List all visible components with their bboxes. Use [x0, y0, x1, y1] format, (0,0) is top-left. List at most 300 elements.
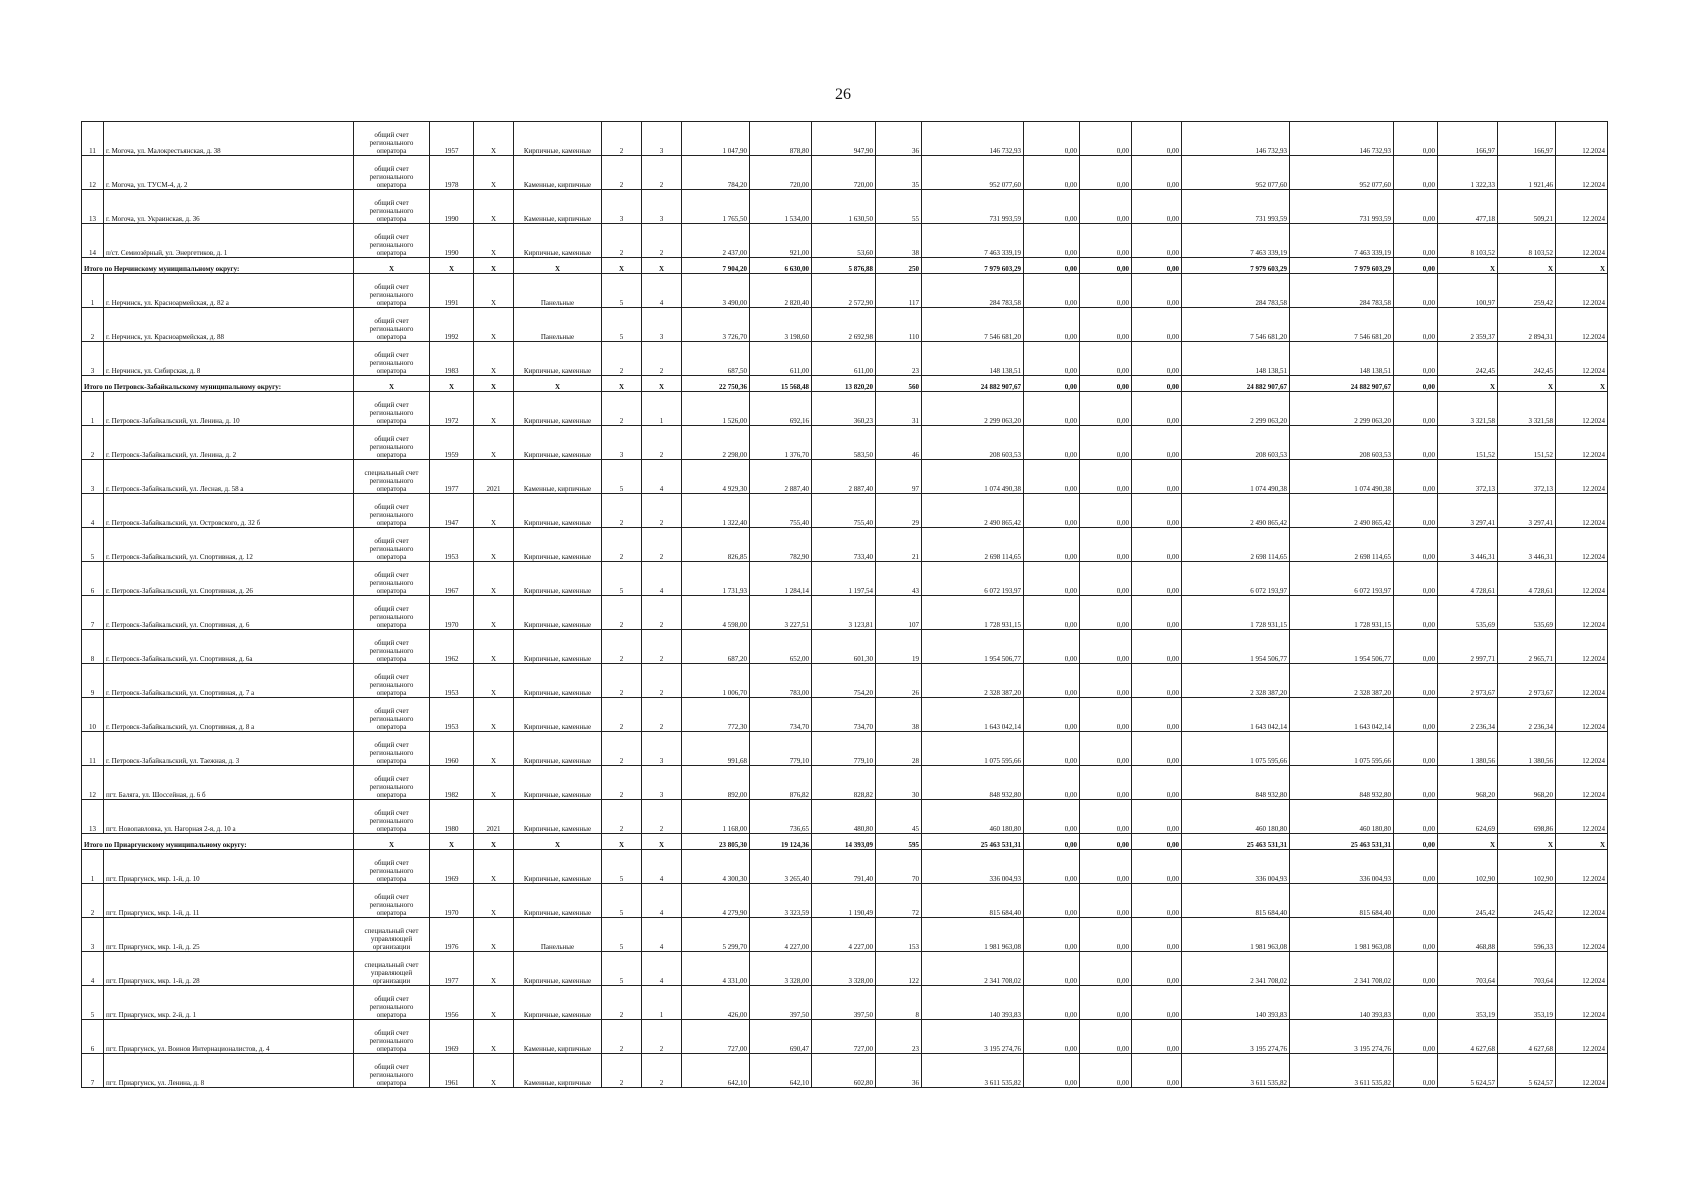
- cell-f6: 0,00: [1394, 664, 1438, 698]
- total-cell-f6: 0,00: [1394, 258, 1438, 274]
- cell-unit-cost: 968,20: [1438, 766, 1498, 800]
- cell-f4: 3 195 274,76: [1182, 1020, 1290, 1054]
- cell-f4: 1 981 963,08: [1182, 918, 1290, 952]
- cell-residents: 38: [876, 698, 922, 732]
- cell-residents: 19: [876, 630, 922, 664]
- cell-floors-max: 2: [602, 494, 642, 528]
- cell-residents: 8: [876, 986, 922, 1020]
- cell-cost-total: 1 074 490,38: [922, 460, 1024, 494]
- cell-f4: 1 643 042,14: [1182, 698, 1290, 732]
- cell-residents: 38: [876, 224, 922, 258]
- cell-year: 1992: [430, 308, 474, 342]
- cell-area-living: 3 227,51: [750, 596, 812, 630]
- cell-area-total: 687,50: [682, 342, 750, 376]
- cell-year: 1953: [430, 664, 474, 698]
- table-row: [82, 1054, 1608, 1088]
- cell-deadline: 12.2024: [1556, 460, 1608, 494]
- cell-area-living: 2 820,40: [750, 274, 812, 308]
- cell-f5: 140 393,83: [1290, 986, 1394, 1020]
- cell-addr: г. Петровск-Забайкальский, ул. Спортивная, д. 8 а: [104, 698, 354, 732]
- cell-f1: 0,00: [1024, 732, 1080, 766]
- cell-f5: 2 299 063,20: [1290, 392, 1394, 426]
- total-cell-f1: 0,00: [1024, 834, 1080, 850]
- cell-floors-max: 2: [602, 800, 642, 834]
- cell-f1: 0,00: [1024, 392, 1080, 426]
- cell-area-res: 1 190,49: [812, 884, 876, 918]
- cell-f3: 0,00: [1132, 122, 1182, 156]
- cell-area-living: 779,10: [750, 732, 812, 766]
- cell-material: Каменные, кирпичные: [514, 156, 602, 190]
- cell-material: Кирпичные, каменные: [514, 664, 602, 698]
- cell-area-living: 690,47: [750, 1020, 812, 1054]
- total-cell-x: X: [514, 258, 602, 274]
- cell-unit-cost: 1 380,56: [1438, 732, 1498, 766]
- total-cell-x: X: [514, 834, 602, 850]
- cell-f5: 208 603,53: [1290, 426, 1394, 460]
- cell-f2: 0,00: [1080, 190, 1132, 224]
- cell-n: 7: [82, 1054, 104, 1088]
- cell-area-living: 652,00: [750, 630, 812, 664]
- cell-unit-max: 3 446,31: [1498, 528, 1556, 562]
- cell-f5: 2 490 865,42: [1290, 494, 1394, 528]
- cell-year: 1990: [430, 224, 474, 258]
- table-row: [82, 952, 1608, 986]
- cell-area-living: 3 198,60: [750, 308, 812, 342]
- cell-year: 1960: [430, 732, 474, 766]
- total-label: Итого по Нерчинскому муниципальному округу:: [82, 258, 354, 274]
- cell-f4: 208 603,53: [1182, 426, 1290, 460]
- cell-f5: 2 341 708,02: [1290, 952, 1394, 986]
- page-number: 26: [835, 86, 851, 103]
- cell-unit-cost: 3 321,58: [1438, 392, 1498, 426]
- cell-floors-min: 3: [642, 122, 682, 156]
- cell-material: Каменные, кирпичные: [514, 1020, 602, 1054]
- total-cell-cost-total: 24 882 907,67: [922, 376, 1024, 392]
- cell-account: общий счет регионального оператора: [354, 698, 430, 732]
- total-cell-residents: 595: [876, 834, 922, 850]
- cell-cost-total: 146 732,93: [922, 122, 1024, 156]
- cell-f6: 0,00: [1394, 952, 1438, 986]
- cell-area-total: 772,30: [682, 698, 750, 732]
- cell-unit-cost: 353,19: [1438, 986, 1498, 1020]
- cell-f2: 0,00: [1080, 342, 1132, 376]
- cell-n: 10: [82, 698, 104, 732]
- total-cell-x: X: [474, 376, 514, 392]
- cell-area-total: 3 490,00: [682, 274, 750, 308]
- table-row: [82, 274, 1608, 308]
- cell-area-living: 692,16: [750, 392, 812, 426]
- cell-unit-max: 2 236,34: [1498, 698, 1556, 732]
- cell-residents: 72: [876, 884, 922, 918]
- cell-n: 5: [82, 528, 104, 562]
- cell-material: Кирпичные, каменные: [514, 342, 602, 376]
- cell-addr: г. Петровск-Забайкальский, ул. Лесная, д. 58 а: [104, 460, 354, 494]
- cell-f3: 0,00: [1132, 156, 1182, 190]
- cell-floors-min: 4: [642, 562, 682, 596]
- cell-unit-cost: 5 624,57: [1438, 1054, 1498, 1088]
- table-row: [82, 918, 1608, 952]
- total-cell-x: X: [1556, 834, 1608, 850]
- total-label: Итого по Петровск-Забайкальскому муниципальному округу:: [82, 376, 354, 392]
- cell-addr: г. Петровск-Забайкальский, ул. Спортивная, д. 7 а: [104, 664, 354, 698]
- cell-floors-min: 4: [642, 884, 682, 918]
- cell-year: 1972: [430, 392, 474, 426]
- cell-unit-cost: 624,69: [1438, 800, 1498, 834]
- cell-material: Кирпичные, каменные: [514, 732, 602, 766]
- cell-cost-total: 2 328 387,20: [922, 664, 1024, 698]
- table-row: [82, 190, 1608, 224]
- cell-addr: пгт. Приаргунск, мкр. 1-й, д. 25: [104, 918, 354, 952]
- cell-deadline: 12.2024: [1556, 850, 1608, 884]
- cell-f5: 2 698 114,65: [1290, 528, 1394, 562]
- cell-n: 14: [82, 224, 104, 258]
- cell-n: 6: [82, 1020, 104, 1054]
- cell-material: Кирпичные, каменные: [514, 426, 602, 460]
- cell-f3: 0,00: [1132, 664, 1182, 698]
- cell-area-res: 720,00: [812, 156, 876, 190]
- cell-area-res: 2 572,90: [812, 274, 876, 308]
- cell-area-total: 1 765,50: [682, 190, 750, 224]
- cell-n: 2: [82, 884, 104, 918]
- cell-unit-max: 151,52: [1498, 426, 1556, 460]
- total-cell-area-total: 23 805,30: [682, 834, 750, 850]
- cell-cost-total: 1 728 931,15: [922, 596, 1024, 630]
- cell-deadline: 12.2024: [1556, 224, 1608, 258]
- cell-year2: X: [474, 562, 514, 596]
- cell-floors-max: 2: [602, 122, 642, 156]
- cell-cost-total: 6 072 193,97: [922, 562, 1024, 596]
- cell-f6: 0,00: [1394, 800, 1438, 834]
- cell-material: Кирпичные, каменные: [514, 122, 602, 156]
- cell-f5: 3 611 535,82: [1290, 1054, 1394, 1088]
- cell-f2: 0,00: [1080, 596, 1132, 630]
- cell-area-total: 4 598,00: [682, 596, 750, 630]
- table-row: [82, 156, 1608, 190]
- cell-f2: 0,00: [1080, 986, 1132, 1020]
- cell-unit-max: 242,45: [1498, 342, 1556, 376]
- total-cell-f3: 0,00: [1132, 258, 1182, 274]
- cell-material: Кирпичные, каменные: [514, 494, 602, 528]
- cell-floors-max: 5: [602, 460, 642, 494]
- cell-addr: пгт. Приаргунск, ул. Ленина, д. 8: [104, 1054, 354, 1088]
- cell-material: Каменные, кирпичные: [514, 190, 602, 224]
- cell-floors-min: 2: [642, 528, 682, 562]
- cell-area-res: 734,70: [812, 698, 876, 732]
- cell-cost-total: 815 684,40: [922, 884, 1024, 918]
- cell-f3: 0,00: [1132, 562, 1182, 596]
- cell-year: 1983: [430, 342, 474, 376]
- total-row: [82, 834, 1608, 850]
- cell-year2: X: [474, 698, 514, 732]
- cell-floors-max: 2: [602, 732, 642, 766]
- cell-material: Кирпичные, каменные: [514, 850, 602, 884]
- cell-area-res: 583,50: [812, 426, 876, 460]
- cell-f5: 1 728 931,15: [1290, 596, 1394, 630]
- cell-material: Кирпичные, каменные: [514, 224, 602, 258]
- cell-area-res: 3 123,81: [812, 596, 876, 630]
- cell-f2: 0,00: [1080, 952, 1132, 986]
- cell-year2: X: [474, 308, 514, 342]
- cell-cost-total: 208 603,53: [922, 426, 1024, 460]
- cell-area-living: 878,80: [750, 122, 812, 156]
- cell-residents: 117: [876, 274, 922, 308]
- cell-material: Кирпичные, каменные: [514, 528, 602, 562]
- cell-cost-total: 1 643 042,14: [922, 698, 1024, 732]
- cell-residents: 28: [876, 732, 922, 766]
- cell-area-total: 1 047,90: [682, 122, 750, 156]
- cell-year2: X: [474, 156, 514, 190]
- cell-f1: 0,00: [1024, 800, 1080, 834]
- cell-material: Кирпичные, каменные: [514, 766, 602, 800]
- cell-addr: пгт. Балягa, ул. Шоссейная, д. 6 б: [104, 766, 354, 800]
- cell-area-living: 1 376,70: [750, 426, 812, 460]
- cell-cost-total: 3 195 274,76: [922, 1020, 1024, 1054]
- cell-f1: 0,00: [1024, 122, 1080, 156]
- cell-area-total: 1 731,93: [682, 562, 750, 596]
- cell-year: 1982: [430, 766, 474, 800]
- cell-area-living: 1 284,14: [750, 562, 812, 596]
- total-cell-x: X: [1438, 834, 1498, 850]
- cell-residents: 26: [876, 664, 922, 698]
- cell-n: 5: [82, 986, 104, 1020]
- cell-area-living: 720,00: [750, 156, 812, 190]
- cell-f4: 6 072 193,97: [1182, 562, 1290, 596]
- cell-floors-max: 2: [602, 528, 642, 562]
- cell-f5: 1 981 963,08: [1290, 918, 1394, 952]
- cell-f2: 0,00: [1080, 224, 1132, 258]
- cell-f3: 0,00: [1132, 630, 1182, 664]
- cell-deadline: 12.2024: [1556, 308, 1608, 342]
- cell-area-total: 2 298,00: [682, 426, 750, 460]
- table-row: [82, 392, 1608, 426]
- cell-area-res: 397,50: [812, 986, 876, 1020]
- cell-cost-total: 140 393,83: [922, 986, 1024, 1020]
- cell-addr: г. Петровск-Забайкальский, ул. Спортивная, д. 12: [104, 528, 354, 562]
- cell-f2: 0,00: [1080, 732, 1132, 766]
- cell-f4: 7 463 339,19: [1182, 224, 1290, 258]
- cell-f4: 1 954 506,77: [1182, 630, 1290, 664]
- cell-addr: г. Петровск-Забайкальский, ул. Спортивная, д. 26: [104, 562, 354, 596]
- cell-area-living: 782,90: [750, 528, 812, 562]
- cell-floors-max: 2: [602, 1020, 642, 1054]
- cell-f4: 3 611 535,82: [1182, 1054, 1290, 1088]
- cell-year2: X: [474, 884, 514, 918]
- total-cell-x: X: [642, 258, 682, 274]
- cell-f3: 0,00: [1132, 342, 1182, 376]
- total-cell-area-total: 22 750,36: [682, 376, 750, 392]
- table-row: [82, 596, 1608, 630]
- cell-year: 1947: [430, 494, 474, 528]
- cell-material: Панельные: [514, 308, 602, 342]
- cell-f2: 0,00: [1080, 528, 1132, 562]
- cell-floors-max: 2: [602, 986, 642, 1020]
- cell-f4: 460 180,80: [1182, 800, 1290, 834]
- cell-account: общий счет регионального оператора: [354, 596, 430, 630]
- cell-area-res: 480,80: [812, 800, 876, 834]
- cell-f6: 0,00: [1394, 224, 1438, 258]
- cell-area-total: 2 437,00: [682, 224, 750, 258]
- cell-f2: 0,00: [1080, 392, 1132, 426]
- cell-year2: X: [474, 426, 514, 460]
- cell-area-res: 53,60: [812, 224, 876, 258]
- cell-year: 1953: [430, 698, 474, 732]
- cell-account: общий счет регионального оператора: [354, 224, 430, 258]
- table-row: [82, 308, 1608, 342]
- cell-account: общий счет регионального оператора: [354, 630, 430, 664]
- cell-floors-min: 2: [642, 342, 682, 376]
- cell-floors-max: 5: [602, 952, 642, 986]
- cell-residents: 21: [876, 528, 922, 562]
- cell-deadline: 12.2024: [1556, 562, 1608, 596]
- cell-floors-min: 2: [642, 800, 682, 834]
- cell-unit-max: 245,42: [1498, 884, 1556, 918]
- cell-year: 1978: [430, 156, 474, 190]
- total-row: [82, 258, 1608, 274]
- cell-area-res: 611,00: [812, 342, 876, 376]
- cell-area-res: 828,82: [812, 766, 876, 800]
- cell-floors-max: 2: [602, 156, 642, 190]
- cell-f2: 0,00: [1080, 562, 1132, 596]
- cell-account: общий счет регионального оператора: [354, 1054, 430, 1088]
- cell-n: 4: [82, 494, 104, 528]
- cell-f4: 1 074 490,38: [1182, 460, 1290, 494]
- cell-area-total: 4 279,90: [682, 884, 750, 918]
- cell-f6: 0,00: [1394, 766, 1438, 800]
- cell-area-total: 1 006,70: [682, 664, 750, 698]
- cell-f6: 0,00: [1394, 732, 1438, 766]
- cell-year: 1961: [430, 1054, 474, 1088]
- cell-floors-min: 3: [642, 766, 682, 800]
- cell-area-res: 791,40: [812, 850, 876, 884]
- cell-cost-total: 284 783,58: [922, 274, 1024, 308]
- total-cell-cost-total: 25 463 531,31: [922, 834, 1024, 850]
- cell-f3: 0,00: [1132, 1020, 1182, 1054]
- total-cell-x: X: [474, 834, 514, 850]
- cell-residents: 110: [876, 308, 922, 342]
- cell-year: 1959: [430, 426, 474, 460]
- cell-year: 1953: [430, 528, 474, 562]
- table-row: [82, 986, 1608, 1020]
- total-cell-x: X: [642, 376, 682, 392]
- total-cell-f2: 0,00: [1080, 258, 1132, 274]
- cell-floors-min: 2: [642, 1054, 682, 1088]
- cell-cost-total: 1 075 595,66: [922, 732, 1024, 766]
- cell-account: общий счет регионального оператора: [354, 308, 430, 342]
- total-cell-area-res: 5 876,88: [812, 258, 876, 274]
- cell-unit-cost: 477,18: [1438, 190, 1498, 224]
- total-cell-x: X: [430, 834, 474, 850]
- cell-unit-max: 166,97: [1498, 122, 1556, 156]
- cell-floors-min: 4: [642, 460, 682, 494]
- total-cell-x: X: [354, 258, 430, 274]
- cell-f2: 0,00: [1080, 308, 1132, 342]
- cell-unit-max: 509,21: [1498, 190, 1556, 224]
- cell-area-living: 642,10: [750, 1054, 812, 1088]
- cell-floors-max: 2: [602, 664, 642, 698]
- cell-year: 1970: [430, 596, 474, 630]
- cell-n: 3: [82, 342, 104, 376]
- total-cell-f5: 24 882 907,67: [1290, 376, 1394, 392]
- cell-f2: 0,00: [1080, 766, 1132, 800]
- cell-area-res: 733,40: [812, 528, 876, 562]
- cell-f3: 0,00: [1132, 308, 1182, 342]
- cell-addr: г. Могоча, ул. ТУСМ-4, д. 2: [104, 156, 354, 190]
- cell-account: общий счет регионального оператора: [354, 850, 430, 884]
- cell-unit-cost: 3 446,31: [1438, 528, 1498, 562]
- cell-year: 1956: [430, 986, 474, 1020]
- cell-deadline: 12.2024: [1556, 800, 1608, 834]
- total-cell-x: X: [1498, 376, 1556, 392]
- cell-f3: 0,00: [1132, 426, 1182, 460]
- cell-f1: 0,00: [1024, 1020, 1080, 1054]
- cell-floors-max: 2: [602, 596, 642, 630]
- cell-f6: 0,00: [1394, 494, 1438, 528]
- cell-floors-min: 4: [642, 918, 682, 952]
- cell-n: 3: [82, 918, 104, 952]
- cell-unit-max: 1 921,46: [1498, 156, 1556, 190]
- cell-f3: 0,00: [1132, 698, 1182, 732]
- cell-year: 1990: [430, 190, 474, 224]
- cell-f1: 0,00: [1024, 308, 1080, 342]
- cell-n: 12: [82, 156, 104, 190]
- cell-residents: 30: [876, 766, 922, 800]
- cell-f1: 0,00: [1024, 664, 1080, 698]
- cell-f2: 0,00: [1080, 800, 1132, 834]
- total-cell-f5: 25 463 531,31: [1290, 834, 1394, 850]
- cell-area-living: 397,50: [750, 986, 812, 1020]
- cell-floors-max: 5: [602, 274, 642, 308]
- cell-unit-max: 698,86: [1498, 800, 1556, 834]
- cell-f3: 0,00: [1132, 528, 1182, 562]
- total-cell-f1: 0,00: [1024, 258, 1080, 274]
- cell-f5: 148 138,51: [1290, 342, 1394, 376]
- cell-f6: 0,00: [1394, 274, 1438, 308]
- cell-f5: 1 643 042,14: [1290, 698, 1394, 732]
- total-cell-area-res: 13 820,20: [812, 376, 876, 392]
- table-row: [82, 664, 1608, 698]
- cell-year2: X: [474, 274, 514, 308]
- table-row: [82, 342, 1608, 376]
- cell-unit-max: 1 380,56: [1498, 732, 1556, 766]
- cell-year2: X: [474, 986, 514, 1020]
- cell-unit-cost: 151,52: [1438, 426, 1498, 460]
- cell-addr: пгт. Приаргунск, мкр. 1-й, д. 10: [104, 850, 354, 884]
- cell-f3: 0,00: [1132, 1054, 1182, 1088]
- total-cell-f4: 25 463 531,31: [1182, 834, 1290, 850]
- cell-f6: 0,00: [1394, 190, 1438, 224]
- cell-f5: 731 993,59: [1290, 190, 1394, 224]
- cell-cost-total: 2 299 063,20: [922, 392, 1024, 426]
- cell-floors-min: 2: [642, 698, 682, 732]
- cell-f5: 952 077,60: [1290, 156, 1394, 190]
- cell-floors-max: 2: [602, 1054, 642, 1088]
- cell-residents: 23: [876, 342, 922, 376]
- cell-year2: X: [474, 494, 514, 528]
- cell-f5: 460 180,80: [1290, 800, 1394, 834]
- cell-account: общий счет регионального оператора: [354, 732, 430, 766]
- cell-area-total: 991,68: [682, 732, 750, 766]
- cell-addr: пгт. Приаргунск, мкр. 2-й, д. 1: [104, 986, 354, 1020]
- total-cell-x: X: [354, 376, 430, 392]
- cell-deadline: 12.2024: [1556, 190, 1608, 224]
- cell-addr: п/ст. Семиозёрный, ул. Энергетиков, д. 1: [104, 224, 354, 258]
- cell-area-total: 642,10: [682, 1054, 750, 1088]
- cell-addr: г. Нерчинск, ул. Красноармейская, д. 82 а: [104, 274, 354, 308]
- cell-deadline: 12.2024: [1556, 494, 1608, 528]
- cell-area-total: 3 726,70: [682, 308, 750, 342]
- cell-f4: 848 932,80: [1182, 766, 1290, 800]
- cell-unit-max: 3 321,58: [1498, 392, 1556, 426]
